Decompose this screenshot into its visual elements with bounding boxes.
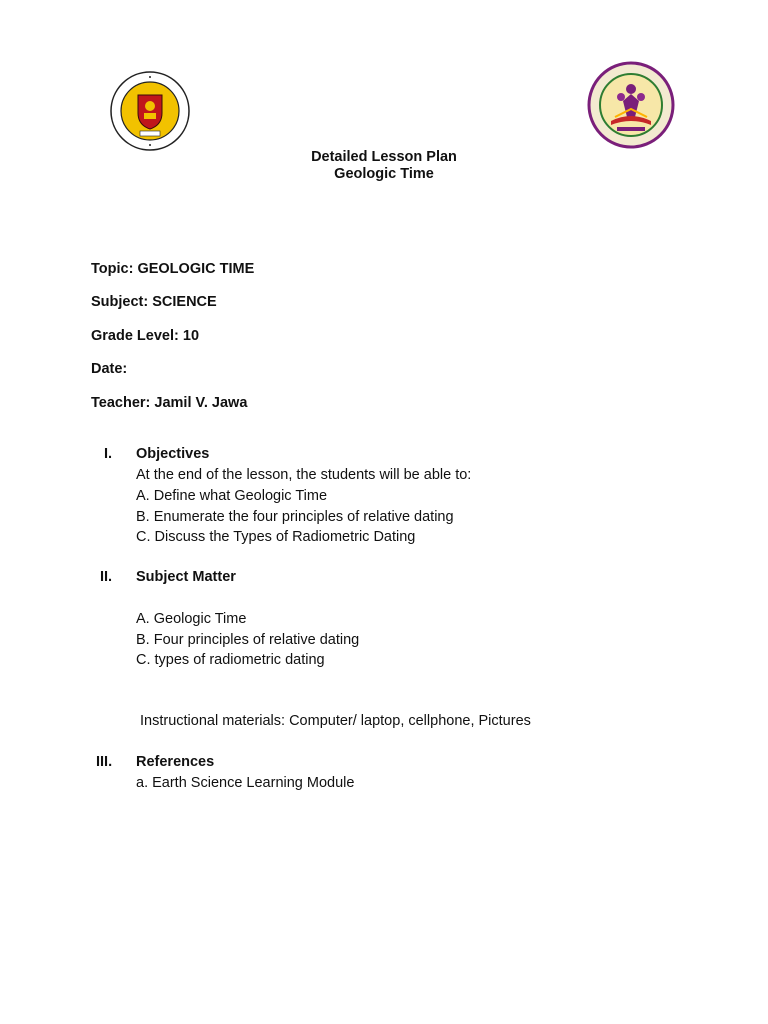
objectives-heading: Objectives: [136, 446, 210, 462]
date-label: Date:: [91, 361, 128, 377]
subject-matter-item: C. types of radiometric dating: [136, 652, 325, 668]
grade-level-field: [91, 328, 199, 344]
college-seal-logo: [587, 61, 675, 149]
teacher-field: [91, 395, 247, 411]
objectives-number: I.: [104, 446, 113, 462]
document-subtitle: Geologic Time: [334, 166, 434, 182]
subject-matter-heading: Subject Matter: [136, 569, 236, 585]
subject-label: Subject:: [91, 294, 149, 310]
grade-level-label: Grade Level:: [91, 328, 179, 344]
teacher-value: Jamil V. Jawa: [154, 395, 248, 411]
instructional-materials: Instructional materials: Computer/ laptop, cellphone, Pictures: [140, 713, 531, 729]
references-heading: References: [136, 754, 215, 770]
objective-item: C. Discuss the Types of Radiometric Dating: [136, 529, 416, 545]
reference-item: a. Earth Science Learning Module: [136, 775, 355, 791]
objectives-intro: At the end of the lesson, the students will be able to:: [136, 467, 472, 483]
subject-value: SCIENCE: [152, 294, 217, 310]
university-seal-logo: [110, 69, 190, 153]
subject-matter-number: II.: [100, 569, 113, 585]
objective-item: A. Define what Geologic Time: [136, 488, 328, 504]
topic-label: Topic:: [91, 261, 134, 277]
subject-field: [91, 294, 217, 310]
teacher-label: Teacher:: [91, 395, 151, 411]
topic-field: [91, 261, 254, 277]
subject-matter-item: A. Geologic Time: [136, 611, 247, 627]
subject-matter-item: B. Four principles of relative dating: [136, 632, 360, 648]
references-number: III.: [96, 754, 113, 770]
objective-item: B. Enumerate the four principles of relative dating: [136, 509, 454, 525]
grade-level-value: 10: [182, 328, 200, 344]
document-title: Detailed Lesson Plan: [311, 149, 457, 165]
topic-value: GEOLOGIC TIME: [137, 261, 255, 277]
date-field: [91, 361, 127, 377]
